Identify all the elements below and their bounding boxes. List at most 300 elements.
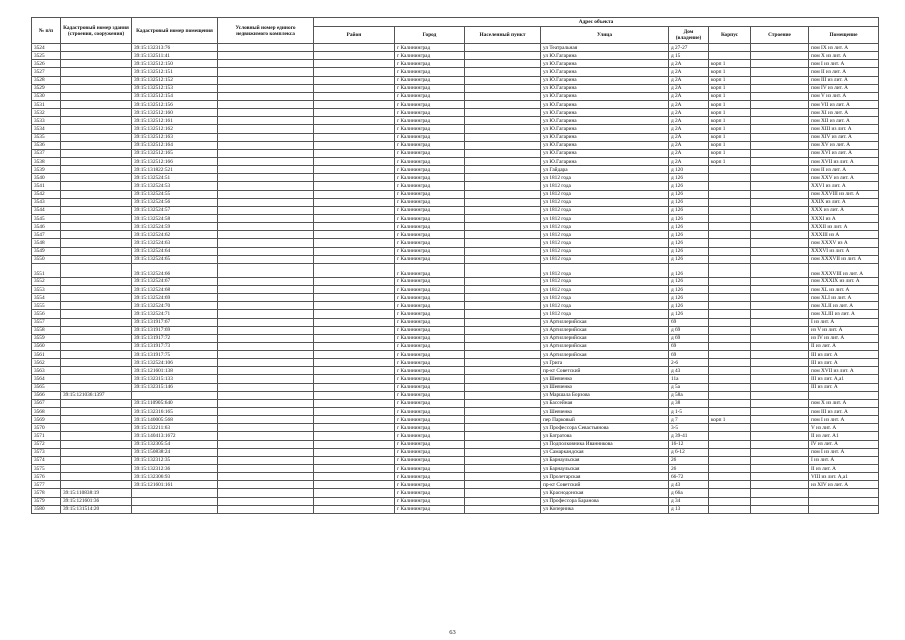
table-cell: 69 — [669, 318, 709, 326]
table-cell: д 126 — [669, 182, 709, 190]
table-cell — [709, 223, 751, 231]
table-cell — [61, 294, 132, 302]
table-cell: ул 1812 года — [541, 310, 669, 318]
table-cell: 3563 — [32, 367, 61, 375]
table-cell: д 126 — [669, 263, 709, 277]
table-row — [32, 52, 879, 60]
table-row — [32, 100, 879, 108]
table-cell — [465, 247, 541, 255]
table-cell: д 126 — [669, 231, 709, 239]
table-cell: г Калининград — [395, 84, 465, 92]
table-cell: ул 1812 года — [541, 277, 669, 285]
table-cell — [465, 76, 541, 84]
table-cell: д 126 — [669, 310, 709, 318]
table-cell: 3550 — [32, 255, 61, 263]
table-cell: пом XV из лит. А — [809, 141, 879, 149]
table-cell: пом IX из лит. А — [809, 44, 879, 52]
table-cell — [465, 125, 541, 133]
table-cell: г Калининград — [395, 465, 465, 473]
table-cell — [61, 302, 132, 310]
table-cell — [132, 497, 218, 505]
table-cell: д 2А — [669, 117, 709, 125]
table-cell: пом XXV из лит. А — [809, 174, 879, 182]
table-cell: пом XXVIII из лит. А — [809, 190, 879, 198]
table-cell — [465, 44, 541, 52]
table-cell: ул Бассейная — [541, 399, 669, 407]
table-row — [32, 375, 879, 383]
table-cell: ул 1812 года — [541, 206, 669, 214]
table-cell: 39:15:132524:68 — [132, 285, 218, 293]
table-cell: 39:15:132524:65 — [132, 255, 218, 263]
table-cell: корп 1 — [709, 109, 751, 117]
table-cell — [61, 239, 132, 247]
table-cell — [218, 310, 314, 318]
table-cell: г Калининград — [395, 133, 465, 141]
table-cell — [465, 100, 541, 108]
table-cell: г Калининград — [395, 285, 465, 293]
table-cell: пом XI из лит. А — [809, 109, 879, 117]
table-cell: 39:15:132524:59 — [132, 223, 218, 231]
table-cell: г Калининград — [395, 92, 465, 100]
table-cell — [751, 206, 809, 214]
table-cell: д 58а — [669, 391, 709, 399]
table-cell: г Калининград — [395, 375, 465, 383]
table-cell: г Калининград — [395, 231, 465, 239]
table-cell: ул Батратова — [541, 432, 669, 440]
table-cell: I из лит. А — [809, 456, 879, 464]
table-cell — [751, 52, 809, 60]
table-cell — [751, 408, 809, 416]
table-cell: 69 — [669, 351, 709, 359]
table-cell: корп 1 — [709, 84, 751, 92]
table-cell: 3547 — [32, 231, 61, 239]
table-cell — [709, 448, 751, 456]
table-cell: ул 1812 года — [541, 198, 669, 206]
table-cell: 16-12 — [669, 440, 709, 448]
table-cell: ул Ю.Гагарина — [541, 76, 669, 84]
table-cell — [314, 174, 395, 182]
table-cell — [465, 440, 541, 448]
table-cell — [61, 198, 132, 206]
table-cell — [709, 302, 751, 310]
table-cell: д 2А — [669, 100, 709, 108]
table-cell — [751, 109, 809, 117]
table-cell: 3572 — [32, 440, 61, 448]
table-cell: д 6-12 — [669, 448, 709, 456]
table-cell: 39:15:132511:41 — [132, 52, 218, 60]
table-cell: г Калининград — [395, 157, 465, 165]
table-cell — [218, 318, 314, 326]
table-row — [32, 416, 879, 424]
table-row — [32, 182, 879, 190]
table-cell: ул Барнаульская — [541, 456, 669, 464]
table-cell: пом XVII из лит. А — [809, 367, 879, 375]
table-cell — [218, 109, 314, 117]
table-cell: ул 1812 года — [541, 263, 669, 277]
table-cell — [465, 375, 541, 383]
table-cell — [61, 182, 132, 190]
table-cell — [465, 505, 541, 513]
table-cell — [218, 342, 314, 350]
table-cell: ул 1812 года — [541, 231, 669, 239]
table-cell: 3531 — [32, 100, 61, 108]
table-cell: 3536 — [32, 141, 61, 149]
table-cell: ул Самаркандская — [541, 448, 669, 456]
table-cell: корп 1 — [709, 141, 751, 149]
table-cell — [218, 497, 314, 505]
table-cell: XXXI из А — [809, 214, 879, 222]
table-cell — [465, 231, 541, 239]
table-cell: 39:15:132524:64 — [132, 247, 218, 255]
table-cell: 3543 — [32, 198, 61, 206]
table-row — [32, 448, 879, 456]
table-cell — [465, 399, 541, 407]
table-cell: г Калининград — [395, 44, 465, 52]
table-cell: г Калининград — [395, 310, 465, 318]
table-cell: г Калининград — [395, 424, 465, 432]
table-cell: г Калининград — [395, 432, 465, 440]
table-cell: д 66а — [669, 489, 709, 497]
table-cell: 39:15:140413:1672 — [132, 432, 218, 440]
table-cell — [218, 285, 314, 293]
table-cell: 3541 — [32, 182, 61, 190]
table-cell: 3564 — [32, 375, 61, 383]
table-cell — [61, 76, 132, 84]
table-cell: 39:15:132524:71 — [132, 310, 218, 318]
table-cell: ул Ю.Гагарина — [541, 68, 669, 76]
table-cell: XXXVI из лит. А — [809, 247, 879, 255]
table-cell — [218, 100, 314, 108]
table-cell: 39:15:132512:166 — [132, 157, 218, 165]
table-row — [32, 424, 879, 432]
table-cell: 3545 — [32, 214, 61, 222]
table-cell — [465, 206, 541, 214]
table-cell — [465, 432, 541, 440]
table-cell: 3549 — [32, 247, 61, 255]
table-cell: пом XXXV из А — [809, 239, 879, 247]
table-cell: ул Профессора Баранова — [541, 497, 669, 505]
table-cell: ул Артиллерийская — [541, 326, 669, 334]
table-cell — [61, 68, 132, 76]
table-cell: 39:15:131514:20 — [61, 505, 132, 513]
table-cell: 3527 — [32, 68, 61, 76]
table-cell — [465, 326, 541, 334]
table-cell — [709, 231, 751, 239]
table-cell: II из лит. А — [809, 342, 879, 350]
table-cell: г Калининград — [395, 351, 465, 359]
table-cell: г Калининград — [395, 117, 465, 125]
table-cell — [314, 198, 395, 206]
table-cell — [218, 489, 314, 497]
table-cell: корп 1 — [709, 416, 751, 424]
table-row — [32, 84, 879, 92]
table-cell — [132, 505, 218, 513]
table-cell: 3546 — [32, 223, 61, 231]
header-district: Район — [314, 27, 395, 44]
table-cell — [751, 174, 809, 182]
table-cell — [751, 505, 809, 513]
table-cell: д 2А — [669, 68, 709, 76]
table-cell: д 43 — [669, 481, 709, 489]
table-cell — [61, 117, 132, 125]
table-row — [32, 310, 879, 318]
table-cell — [314, 223, 395, 231]
table-row — [32, 141, 879, 149]
table-cell — [314, 367, 395, 375]
table-cell — [218, 149, 314, 157]
table-cell — [709, 342, 751, 350]
table-cell: 39:15:132512:160 — [132, 109, 218, 117]
table-cell — [218, 391, 314, 399]
table-cell — [314, 497, 395, 505]
table-cell: пом XIII из лит. А — [809, 125, 879, 133]
table-row — [32, 359, 879, 367]
table-cell — [751, 190, 809, 198]
table-cell — [314, 294, 395, 302]
table-cell: ул 1812 года — [541, 239, 669, 247]
table-cell — [61, 125, 132, 133]
header-street: Улица — [541, 27, 669, 44]
table-cell: ул Ю.Гагарина — [541, 109, 669, 117]
table-cell — [314, 214, 395, 222]
table-cell: 39:15:131917:75 — [132, 351, 218, 359]
table-cell: д 126 — [669, 223, 709, 231]
table-cell — [751, 456, 809, 464]
table-cell — [314, 263, 395, 277]
table-cell — [218, 473, 314, 481]
table-cell — [709, 255, 751, 263]
header-settlement: Населенный пункт — [465, 27, 541, 44]
table-row — [32, 60, 879, 68]
table-cell: г Калининград — [395, 367, 465, 375]
table-cell — [314, 505, 395, 513]
table-cell — [751, 125, 809, 133]
table-cell: 3526 — [32, 60, 61, 68]
table-cell: пр-кт Советский — [541, 481, 669, 489]
table-cell — [465, 182, 541, 190]
table-cell: 39:15:132524:53 — [132, 182, 218, 190]
table-cell — [465, 489, 541, 497]
table-cell — [314, 157, 395, 165]
table-cell: III из лит. А — [809, 351, 879, 359]
table-cell — [465, 109, 541, 117]
table-cell: из XIV из лит. А — [809, 481, 879, 489]
table-cell — [465, 52, 541, 60]
table-cell — [709, 465, 751, 473]
table-row — [32, 408, 879, 416]
table-cell — [751, 198, 809, 206]
table-cell — [709, 214, 751, 222]
table-cell — [218, 359, 314, 367]
table-cell — [61, 351, 132, 359]
table-cell — [465, 190, 541, 198]
table-cell: д 39-41 — [669, 432, 709, 440]
table-cell — [709, 310, 751, 318]
table-cell — [465, 133, 541, 141]
table-cell — [61, 60, 132, 68]
table-cell: 39:15:132512:156 — [132, 100, 218, 108]
table-cell — [314, 125, 395, 133]
table-cell: ул Шевченко — [541, 375, 669, 383]
table-cell: ул Шевченко — [541, 383, 669, 391]
table-row — [32, 489, 879, 497]
table-cell — [314, 416, 395, 424]
table-cell — [465, 497, 541, 505]
table-cell — [709, 367, 751, 375]
table-cell — [61, 100, 132, 108]
table-cell: пом XIV из лит. А — [809, 133, 879, 141]
table-cell — [218, 60, 314, 68]
table-cell: ул Профессора Севастьянова — [541, 424, 669, 432]
table-cell — [314, 206, 395, 214]
table-cell — [751, 92, 809, 100]
table-cell: г Калининград — [395, 174, 465, 182]
table-row — [32, 76, 879, 84]
table-cell: ул 1812 года — [541, 294, 669, 302]
table-cell: 3578 — [32, 489, 61, 497]
table-cell: пр-кт Советский — [541, 367, 669, 375]
table-cell: из V из лит. А — [809, 326, 879, 334]
table-cell: д 1-5 — [669, 408, 709, 416]
table-cell — [61, 408, 132, 416]
table-cell: 3559 — [32, 334, 61, 342]
table-cell — [709, 239, 751, 247]
table-cell: ул 1812 года — [541, 255, 669, 263]
table-cell: пом III из лит. А — [809, 76, 879, 84]
table-cell — [61, 247, 132, 255]
table-cell: г Калининград — [395, 440, 465, 448]
table-row — [32, 391, 879, 399]
table-cell — [751, 440, 809, 448]
table-cell: д 2А — [669, 141, 709, 149]
table-cell: пом XLI из лит. А — [809, 294, 879, 302]
table-cell — [709, 505, 751, 513]
table-cell: 3565 — [32, 383, 61, 391]
table-cell — [751, 326, 809, 334]
table-cell: 39:15:132312:36 — [132, 465, 218, 473]
table-cell — [218, 166, 314, 174]
table-cell: г Калининград — [395, 76, 465, 84]
table-cell — [751, 489, 809, 497]
table-cell: г Калининград — [395, 125, 465, 133]
table-cell: ул Барнаульская — [541, 465, 669, 473]
table-cell: д 15 — [669, 52, 709, 60]
table-cell — [218, 375, 314, 383]
table-cell: пом XLII из лит. А — [809, 302, 879, 310]
table-cell: 39:15:132512:164 — [132, 141, 218, 149]
table-cell — [61, 214, 132, 222]
table-cell — [61, 109, 132, 117]
table-cell: г Калининград — [395, 497, 465, 505]
table-cell: 39:15:121036:1397 — [61, 391, 132, 399]
table-cell — [465, 334, 541, 342]
table-cell: ул Артиллерийская — [541, 351, 669, 359]
table-cell — [314, 326, 395, 334]
table-cell: 3552 — [32, 277, 61, 285]
table-cell: 2-6 — [669, 359, 709, 367]
table-cell: ул Ю.Гагарина — [541, 84, 669, 92]
table-cell — [218, 481, 314, 489]
table-cell — [218, 231, 314, 239]
table-cell — [61, 263, 132, 277]
table-cell — [465, 92, 541, 100]
table-cell: ул Ю.Гагарина — [541, 117, 669, 125]
table-cell: 39:15:132512:150 — [132, 60, 218, 68]
table-cell — [465, 149, 541, 157]
table-row — [32, 190, 879, 198]
table-cell — [709, 489, 751, 497]
table-cell — [314, 231, 395, 239]
table-cell: пом XXXVII из лит. А — [809, 255, 879, 263]
table-cell — [314, 44, 395, 52]
table-row — [32, 174, 879, 182]
table-cell — [709, 473, 751, 481]
table-cell: д 126 — [669, 198, 709, 206]
table-cell — [751, 432, 809, 440]
table-row — [32, 277, 879, 285]
table-cell — [218, 174, 314, 182]
table-row — [32, 133, 879, 141]
table-cell: ул Коперника — [541, 505, 669, 513]
table-cell — [218, 440, 314, 448]
table-cell: г Калининград — [395, 198, 465, 206]
table-cell — [61, 310, 132, 318]
table-cell — [751, 399, 809, 407]
table-cell — [751, 285, 809, 293]
table-cell — [132, 391, 218, 399]
table-cell — [218, 157, 314, 165]
table-cell: пом IV из лит. А — [809, 84, 879, 92]
table-cell — [809, 391, 879, 399]
table-cell: г Калининград — [395, 214, 465, 222]
table-cell: 39:15:132211:63 — [132, 424, 218, 432]
table-cell — [61, 285, 132, 293]
table-cell — [314, 182, 395, 190]
table-cell: VIII из лит. А,а1 — [809, 473, 879, 481]
table-cell — [314, 391, 395, 399]
table-cell — [709, 182, 751, 190]
table-cell — [751, 60, 809, 68]
table-cell: 69 — [669, 342, 709, 350]
table-cell: 3525 — [32, 52, 61, 60]
table-cell — [465, 424, 541, 432]
table-cell: пом III из лит. А — [809, 408, 879, 416]
table-cell — [61, 318, 132, 326]
table-cell — [465, 416, 541, 424]
table-cell — [709, 277, 751, 285]
table-cell — [61, 149, 132, 157]
table-cell: пом XXXIX из лит. А — [809, 277, 879, 285]
table-cell — [218, 277, 314, 285]
table-cell: г Калининград — [395, 408, 465, 416]
table-cell: д 126 — [669, 239, 709, 247]
table-cell: ул 1812 года — [541, 174, 669, 182]
table-cell — [218, 408, 314, 416]
table-cell: 39:15:132313:76 — [132, 44, 218, 52]
table-cell — [314, 465, 395, 473]
table-row — [32, 92, 879, 100]
table-cell — [61, 456, 132, 464]
header-house: Дом (владение) — [669, 27, 709, 44]
table-row — [32, 206, 879, 214]
table-cell — [709, 174, 751, 182]
table-row — [32, 247, 879, 255]
table-cell — [61, 424, 132, 432]
table-cell — [751, 44, 809, 52]
table-row — [32, 109, 879, 117]
table-cell — [61, 231, 132, 239]
table-cell — [218, 432, 314, 440]
